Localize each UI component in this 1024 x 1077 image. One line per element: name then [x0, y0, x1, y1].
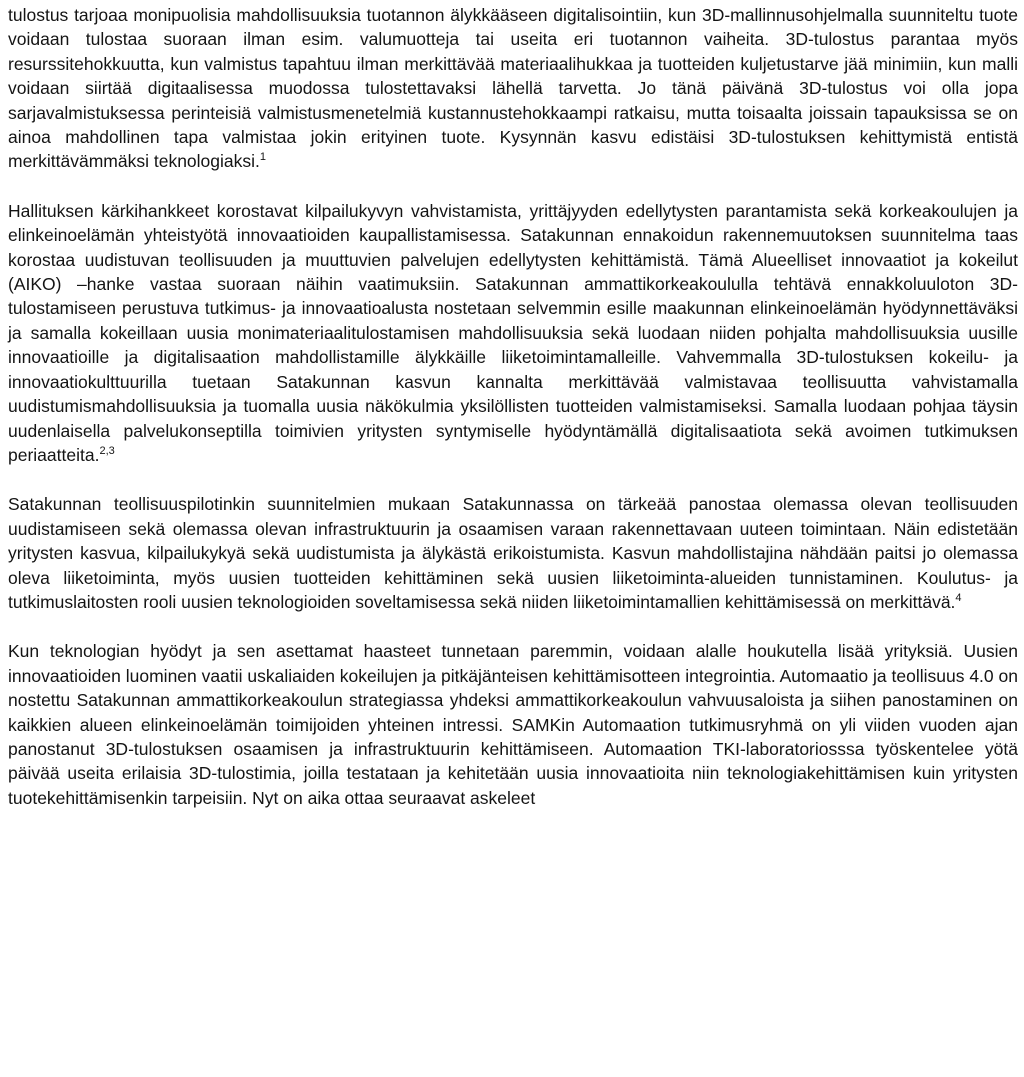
footnote-ref: 2,3 — [99, 445, 115, 458]
paragraph-text: Kun teknologian hyödyt ja sen asettamat haasteet tunnetaan paremmin, voidaan alalle houkutella lisää yrityksiä. Uusien innovaatioiden luominen vaatii uskaliaiden kokeilujen ja pitkäjänteisen kehittämisotteen integrointia. Automaatio ja teollisuus 4.0 on nostettu Satakunnan ammattikorkeakoulun strategiassa yhdeksi ammattikorkeakoulun vahvuusaloista ja siihen panostaminen on kaikkien alueen elinkeinoelämän toimijoiden yhteinen intressi. SAMKin Automaation tutkimusryhmä on yli viiden vuoden ajan panostanut 3D-tulostuksen osaamisen ja infrastruktuurin kehittämiseen. Automaation TKI-laboratoriosssa työskentelee yötä päivää useita erilaisia 3D-tulostimia, joilla testataan ja kehitetään uusia innovaatioita niin teknologiakehittämisen kuin yritysten tuotekehittämisenkin tarpeisiin. Nyt on aika ottaa seuraavat askeleet — [8, 641, 1018, 808]
paragraph-3d-printing-intro — [8, 3, 1018, 174]
paragraph-technology-benefits — [8, 639, 1018, 810]
footnote-ref: 1 — [259, 151, 267, 164]
paragraph-government-priorities — [8, 199, 1018, 467]
paragraph-text: Satakunnan teollisuuspilotinkin suunnitelmien mukaan Satakunnassa on tärkeää panostaa olemassa olevan teollisuuden uudistamiseen sekä olemassa olevan infrastruktuurin ja osaamisen varaan rakennettavaan uuteen toimintaan. Näin edistetään yritysten kasvua, kilpailukykyä sekä uudistumista ja älykästä erikoistumista. Kasvun mahdollistajina nähdään paitsi jo olemassa oleva liiketoiminta, myös uusien tuotteiden kehittäminen sekä uusien liiketoiminta-alueiden tunnistaminen. Koulutus- ja tutkimuslaitosten rooli uusien teknologioiden soveltamisessa sekä niiden liiketoimintamallien kehittämisessä on merkittävä. — [8, 494, 1018, 612]
paragraph-text: tulostus tarjoaa monipuolisia mahdollisuuksia tuotannon älykkääseen digitalisointiin, kun 3D-mallinnusohjelmalla suunniteltu tuote voidaan tulostaa suoraan ilman esim. valumuotteja tai useita eri tuotannon vaiheita. 3D-tulostus parantaa myös resurssitehokkuutta, kun valmistus tapahtuu ilman merkittävää materiaalihukkaa ja tuotteiden kuljetustarve jää minimiin, kun malli voidaan siirtää digitaalisessa muodossa tulostettavaksi lähellä tarvetta. Jo tänä päivänä 3D-tulostus voi olla jopa sarjavalmistuksessa perinteisiä valmistusmenetelmiä kustannustehokkaampi ratkaisu, mutta toisaalta joissain tapauksissa se on ainoa mahdollinen tapa valmistaa jokin erityinen tuote. Kysynnän kasvu edistäisi 3D-tulostuksen kehittymistä entistä merkittävämmäksi teknologiaksi. — [8, 5, 1018, 172]
paragraph-industry-pilot — [8, 492, 1018, 614]
paragraph-text: Hallituksen kärkihankkeet korostavat kilpailukyvyn vahvistamista, yrittäjyyden edellytysten parantamista sekä korkeakoulujen ja elinkeinoelämän yhteistyötä innovaatioiden kaupallistamisessa. Satakunnan ennakoidun rakennemuutoksen suunnitelma taas korostaa uudistuvan teollisuuden ja muuttuvien palvelujen edellytysten kehittämistä. Tämä Alueelliset innovaatiot ja kokeilut (AIKO) –hanke vastaa suoraan näihin vaatimuksiin. Satakunnan ammattikorkeakoululla tehtävä ennakkoluuloton 3D-tulostamiseen perustuva tutkimus- ja innovaatioalusta nostetaan selvemmin esille maakunnan elinkeinoelämän hyödynnettäväksi ja samalla kokeillaan uusia monimateriaalitulostamisen mahdollisuuksia sekä luodaan niiden pohjalta mahdollisuuksia uusille innovaatioille ja digitalisaation mahdollistamille älykkäille liiketoimintamalleille. Vahvemmalla 3D-tulostuksen kokeilu- ja innovaatiokulttuurilla tuetaan Satakunnan kasvun kannalta merkittävää valmistavaa teollisuutta vahvistamalla uudistumismahdollisuuksia ja tuomalla uusia näkökulmia yksilöllisten tuotteiden valmistamiseksi. Samalla luodaan pohjaa täysin uudenlaisella palvelukonseptilla toimivien yritysten syntymiselle hyödyntämällä digitalisaatiota sekä avoimen tutkimuksen periaatteita. — [8, 200, 1018, 465]
footnote-ref: 4 — [955, 592, 962, 605]
document-page — [8, 3, 1018, 810]
